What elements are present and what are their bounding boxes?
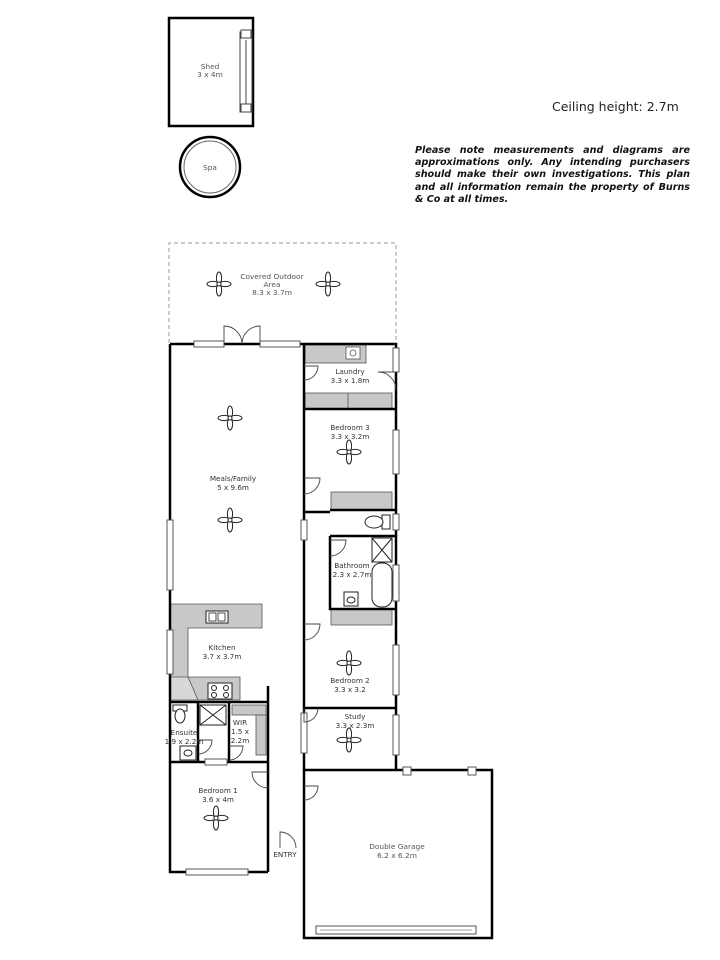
bathroom-name: Bathroom	[334, 561, 370, 570]
shower-icon	[372, 538, 392, 562]
shed	[169, 18, 253, 126]
bedroom2-size: 3.3 x 3.2	[334, 685, 366, 694]
ceiling-height-label: Ceiling height: 2.7m	[552, 99, 679, 114]
disclaimer-note: Please note measurements and diagrams are approximations only. Any intending purchasers should make their own investigations. This plan and all information remain the property of Burns & Co at all times.	[415, 145, 690, 205]
ceiling-fan-icon	[204, 806, 228, 830]
wir-shelf	[256, 715, 266, 755]
fixtures	[170, 345, 392, 700]
ensuite-size: 1.9 x 2.2m	[164, 737, 204, 746]
ceiling-fan-icon	[337, 728, 361, 752]
bedroom3-name: Bedroom 3	[330, 423, 370, 432]
ceiling-fan-icon	[316, 272, 340, 296]
bedroom1-size: 3.6 x 4m	[202, 795, 234, 804]
kitchen-sink-icon	[206, 611, 228, 623]
wir-shelf	[232, 705, 266, 715]
garage-size: 6.2 x 6.2m	[377, 851, 417, 860]
outdoor-name-1: Covered Outdoor	[240, 272, 304, 281]
bathtub-icon	[372, 563, 392, 607]
ensuite-toilet-icon	[173, 705, 187, 723]
entry-label: ENTRY	[273, 850, 297, 859]
meals-family-name: Meals/Family	[209, 474, 257, 483]
wir-size-1: 1.5 x	[231, 727, 249, 736]
outdoor-size: 8.3 x 3.7m	[252, 288, 292, 297]
study-name: Study	[344, 712, 366, 721]
study-size: 3.3 x 2.3m	[335, 721, 375, 730]
ensuite-vanity-icon	[180, 746, 196, 760]
garage-door	[316, 926, 476, 934]
spa-name: Spa	[203, 163, 217, 172]
ceiling-fan-icon	[337, 440, 361, 464]
ceiling-fan-icon	[218, 508, 242, 532]
kitchen-size: 3.7 x 3.7m	[202, 652, 242, 661]
kitchen-name: Kitchen	[208, 643, 236, 652]
shed-name: Shed	[200, 62, 220, 71]
ceiling-fan-icon	[218, 406, 242, 430]
vanity-icon	[344, 592, 358, 606]
ceiling-fan-icon	[207, 272, 231, 296]
meals-family-size: 5 x 9.6m	[217, 483, 249, 492]
cooktop-icon	[208, 683, 232, 699]
ensuite-name: Ensuite	[170, 728, 198, 737]
garage-name: Double Garage	[369, 842, 425, 851]
wir-name: WIR	[232, 718, 248, 727]
shed-size: 3 x 4m	[197, 70, 223, 79]
wir-size-2: 2.2m	[230, 736, 250, 745]
toilet-icon	[365, 515, 390, 529]
bedroom3-size: 3.3 x 3.2m	[330, 432, 370, 441]
outdoor-name-2: Area	[263, 280, 281, 289]
bedroom1-name: Bedroom 1	[198, 786, 238, 795]
ensuite-shower-icon	[200, 705, 226, 725]
laundry-name: Laundry	[335, 367, 365, 376]
bedroom2-name: Bedroom 2	[330, 676, 370, 685]
spa	[180, 137, 240, 197]
covered-outdoor-area	[169, 243, 396, 343]
bathroom-size: 2.3 x 2.7m	[332, 570, 372, 579]
laundry-size: 3.3 x 1.8m	[330, 376, 370, 385]
ceiling-fan-icon	[337, 651, 361, 675]
